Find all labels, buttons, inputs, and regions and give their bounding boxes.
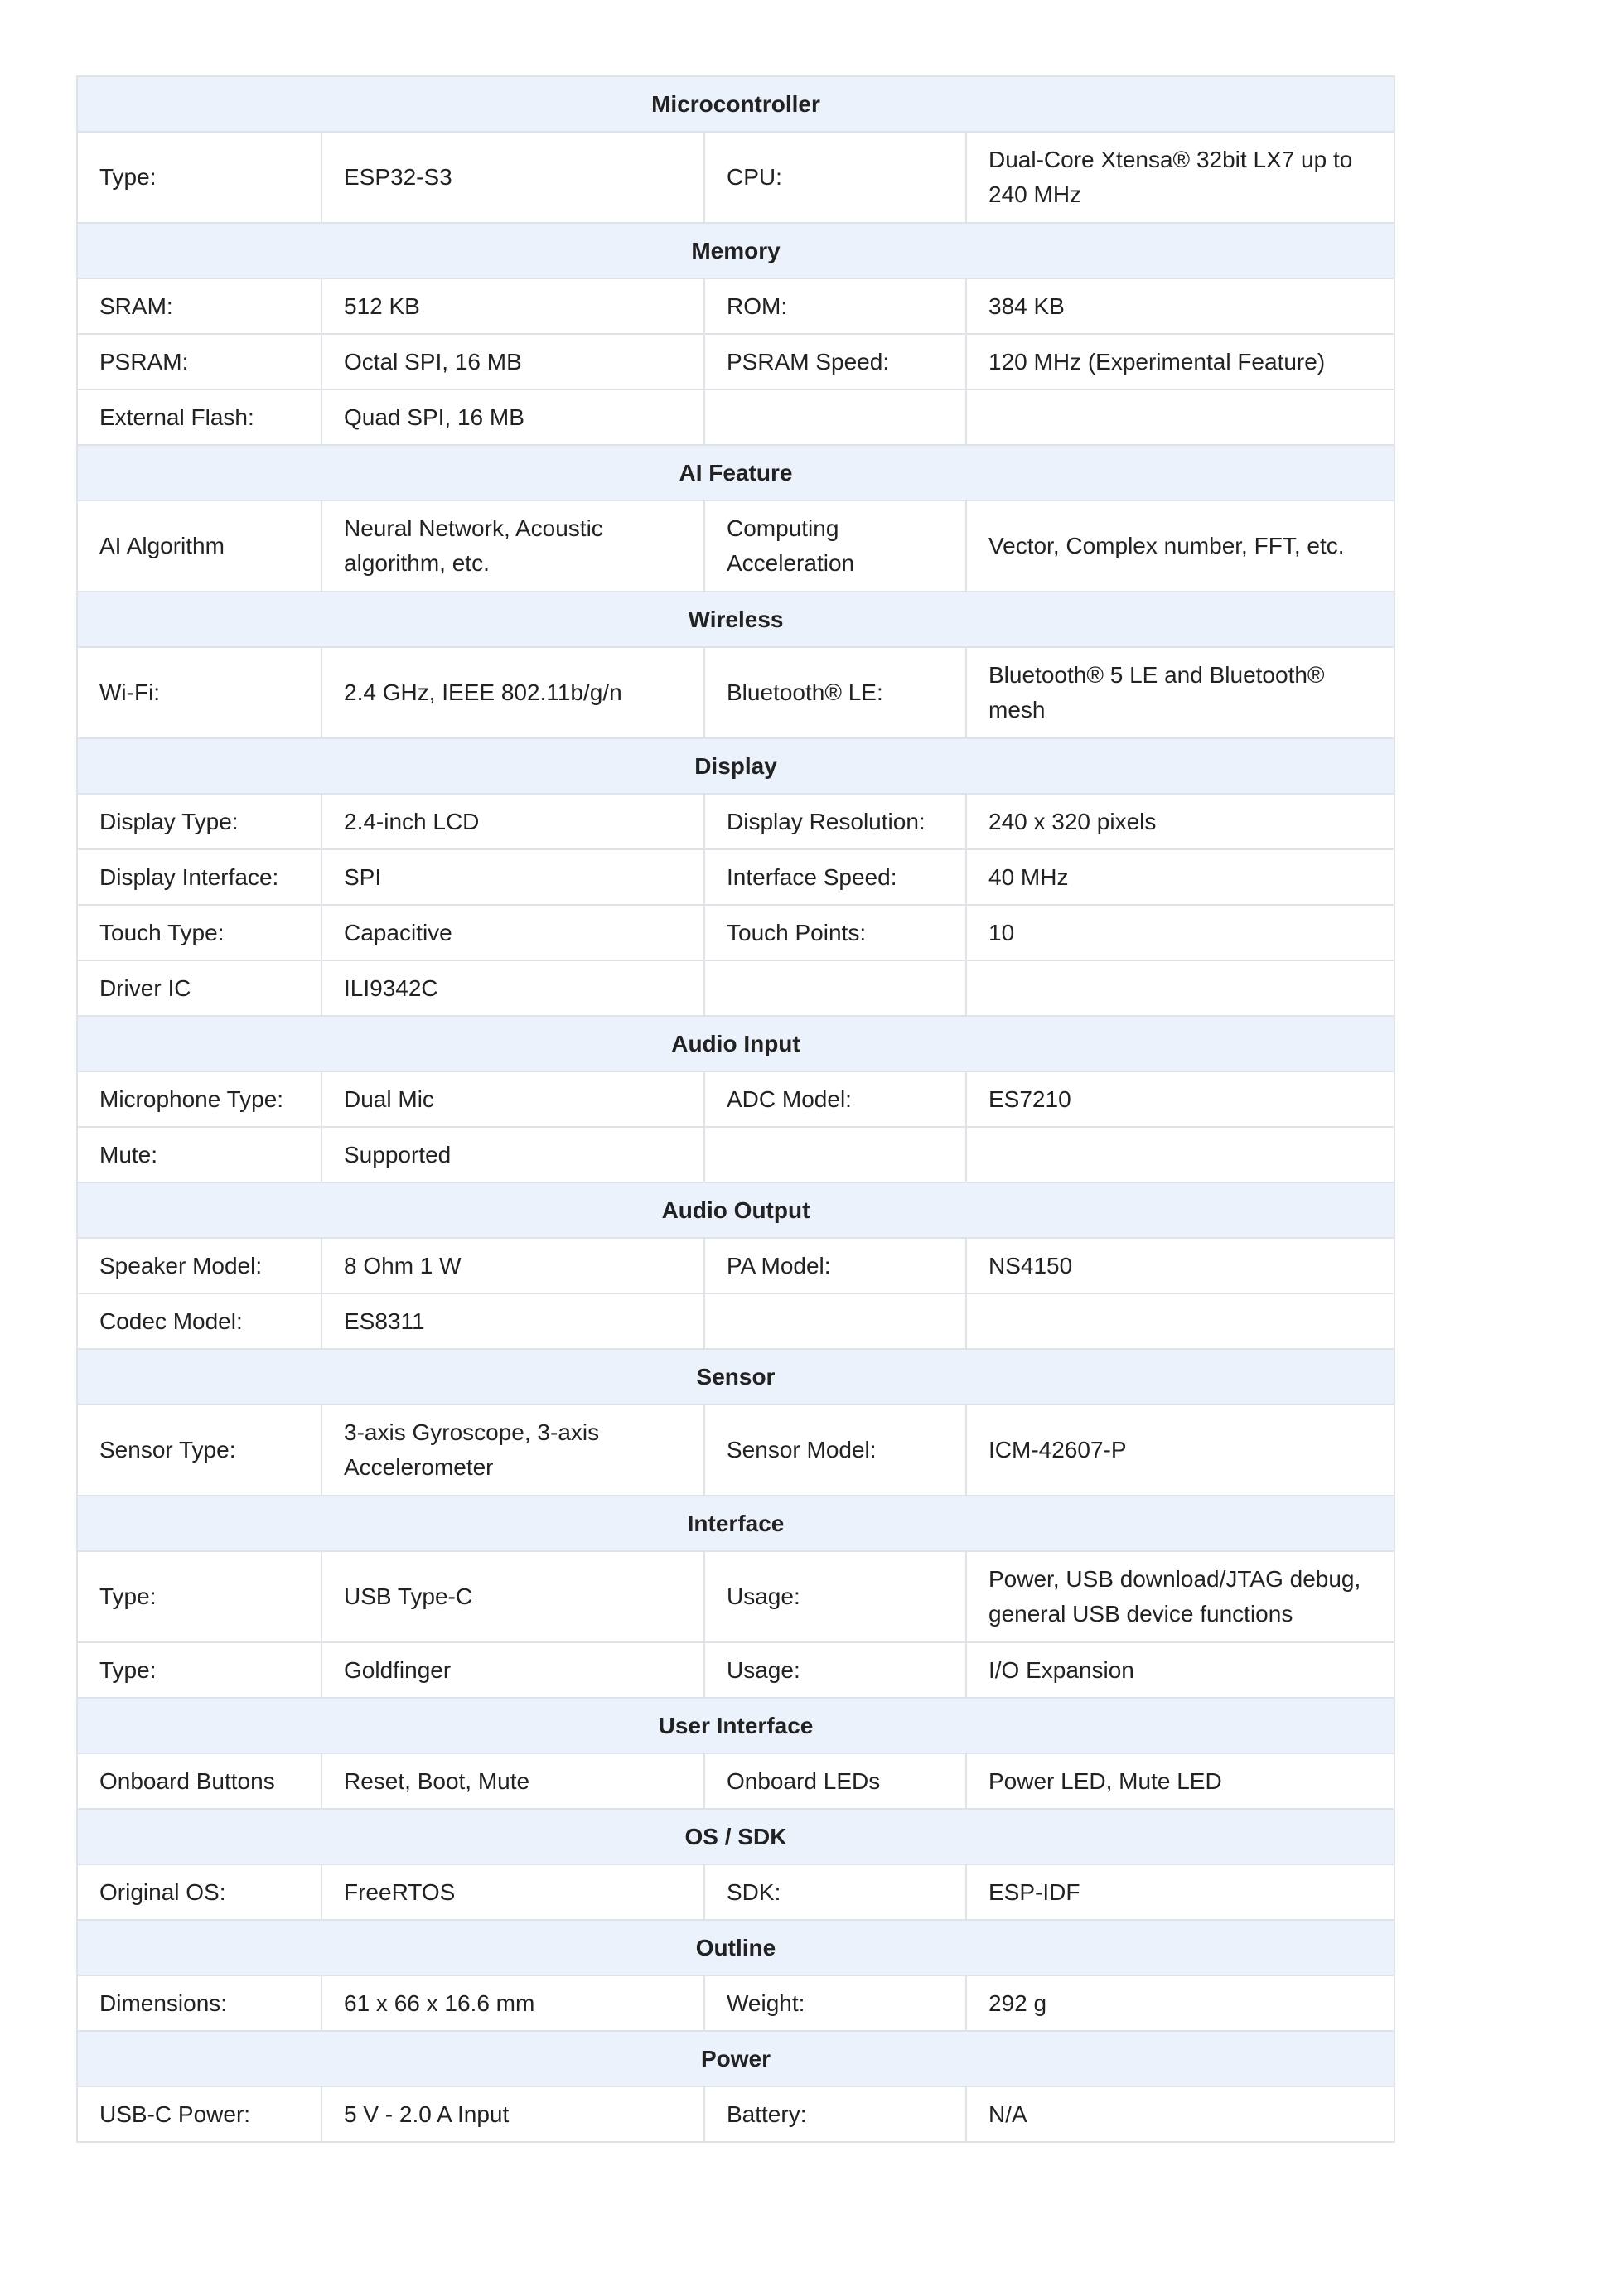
section-header-row xyxy=(77,1349,1394,1404)
spec-value: ES8311 xyxy=(321,1293,704,1349)
spec-label: AI Algorithm xyxy=(77,500,321,592)
spec-label: Display Type: xyxy=(77,794,321,849)
section-header-row xyxy=(77,738,1394,794)
section-title: Wireless xyxy=(77,592,1394,647)
spec-label xyxy=(704,960,966,1016)
spec-value: 2.4-inch LCD xyxy=(321,794,704,849)
spec-label: Mute: xyxy=(77,1127,321,1182)
spec-label: Sensor Model: xyxy=(704,1404,966,1496)
spec-value: ILI9342C xyxy=(321,960,704,1016)
spec-label: Display Interface: xyxy=(77,849,321,905)
spec-value: 384 KB xyxy=(966,278,1394,334)
spec-label: PSRAM: xyxy=(77,334,321,389)
spec-value: 8 Ohm 1 W xyxy=(321,1238,704,1293)
spec-row xyxy=(77,334,1394,389)
spec-label: Onboard LEDs xyxy=(704,1753,966,1809)
section-title: Power xyxy=(77,2031,1394,2086)
section-title: Audio Input xyxy=(77,1016,1394,1071)
spec-label: Weight: xyxy=(704,1975,966,2031)
spec-value: Octal SPI, 16 MB xyxy=(321,334,704,389)
spec-row xyxy=(77,1238,1394,1293)
spec-label: ADC Model: xyxy=(704,1071,966,1127)
spec-label: USB-C Power: xyxy=(77,2086,321,2142)
spec-value: FreeRTOS xyxy=(321,1864,704,1920)
spec-value: Bluetooth® 5 LE and Bluetooth® mesh xyxy=(966,647,1394,738)
spec-value: 61 x 66 x 16.6 mm xyxy=(321,1975,704,2031)
spec-label: Usage: xyxy=(704,1551,966,1642)
spec-row xyxy=(77,1642,1394,1698)
spec-label xyxy=(704,1127,966,1182)
spec-label xyxy=(704,389,966,445)
spec-table xyxy=(76,75,1395,2143)
section-header-row xyxy=(77,76,1394,132)
spec-label: PSRAM Speed: xyxy=(704,334,966,389)
spec-row xyxy=(77,1975,1394,2031)
spec-value: 10 xyxy=(966,905,1394,960)
spec-label: Type: xyxy=(77,132,321,223)
spec-value: Neural Network, Acoustic algorithm, etc. xyxy=(321,500,704,592)
spec-value: Power LED, Mute LED xyxy=(966,1753,1394,1809)
spec-row xyxy=(77,500,1394,592)
spec-label: Display Resolution: xyxy=(704,794,966,849)
spec-value xyxy=(966,1127,1394,1182)
spec-value: 3-axis Gyroscope, 3-axis Accelerometer xyxy=(321,1404,704,1496)
section-header-row xyxy=(77,1920,1394,1975)
section-title: User Interface xyxy=(77,1698,1394,1753)
spec-value: 240 x 320 pixels xyxy=(966,794,1394,849)
spec-label: Microphone Type: xyxy=(77,1071,321,1127)
spec-row xyxy=(77,1071,1394,1127)
spec-label: ROM: xyxy=(704,278,966,334)
spec-value xyxy=(966,1293,1394,1349)
section-title: Outline xyxy=(77,1920,1394,1975)
spec-row xyxy=(77,1753,1394,1809)
spec-label: Bluetooth® LE: xyxy=(704,647,966,738)
section-header-row xyxy=(77,2031,1394,2086)
section-title: Interface xyxy=(77,1496,1394,1551)
spec-label: Driver IC xyxy=(77,960,321,1016)
spec-value: Goldfinger xyxy=(321,1642,704,1698)
spec-row xyxy=(77,132,1394,223)
spec-value: 2.4 GHz, IEEE 802.11b/g/n xyxy=(321,647,704,738)
spec-label: Type: xyxy=(77,1551,321,1642)
section-title: Audio Output xyxy=(77,1182,1394,1238)
spec-row xyxy=(77,1404,1394,1496)
section-title: OS / SDK xyxy=(77,1809,1394,1864)
spec-row xyxy=(77,389,1394,445)
spec-value: Capacitive xyxy=(321,905,704,960)
spec-label: Speaker Model: xyxy=(77,1238,321,1293)
spec-value: I/O Expansion xyxy=(966,1642,1394,1698)
spec-row xyxy=(77,1127,1394,1182)
spec-label: Sensor Type: xyxy=(77,1404,321,1496)
spec-label: CPU: xyxy=(704,132,966,223)
spec-label: Battery: xyxy=(704,2086,966,2142)
spec-value: Reset, Boot, Mute xyxy=(321,1753,704,1809)
spec-value: Vector, Complex number, FFT, etc. xyxy=(966,500,1394,592)
spec-row xyxy=(77,647,1394,738)
section-header-row xyxy=(77,1182,1394,1238)
section-header-row xyxy=(77,1698,1394,1753)
spec-label: SDK: xyxy=(704,1864,966,1920)
spec-label: Touch Type: xyxy=(77,905,321,960)
spec-label: External Flash: xyxy=(77,389,321,445)
spec-row xyxy=(77,960,1394,1016)
section-title: AI Feature xyxy=(77,445,1394,500)
spec-value: ICM-42607-P xyxy=(966,1404,1394,1496)
section-header-row xyxy=(77,592,1394,647)
spec-row xyxy=(77,278,1394,334)
spec-value: 5 V - 2.0 A Input xyxy=(321,2086,704,2142)
spec-value: ESP32-S3 xyxy=(321,132,704,223)
spec-value: 292 g xyxy=(966,1975,1394,2031)
spec-value: Supported xyxy=(321,1127,704,1182)
spec-value: USB Type-C xyxy=(321,1551,704,1642)
section-header-row xyxy=(77,1809,1394,1864)
spec-value: Power, USB download/JTAG debug, general USB device functions xyxy=(966,1551,1394,1642)
spec-label: Dimensions: xyxy=(77,1975,321,2031)
spec-label: Wi-Fi: xyxy=(77,647,321,738)
spec-label: PA Model: xyxy=(704,1238,966,1293)
spec-value: Dual Mic xyxy=(321,1071,704,1127)
spec-row xyxy=(77,905,1394,960)
spec-label: Usage: xyxy=(704,1642,966,1698)
spec-value: ESP-IDF xyxy=(966,1864,1394,1920)
spec-label: Codec Model: xyxy=(77,1293,321,1349)
section-header-row xyxy=(77,223,1394,278)
section-header-row xyxy=(77,1016,1394,1071)
spec-row xyxy=(77,1293,1394,1349)
spec-label: Original OS: xyxy=(77,1864,321,1920)
spec-label: Onboard Buttons xyxy=(77,1753,321,1809)
section-title: Microcontroller xyxy=(77,76,1394,132)
spec-row xyxy=(77,2086,1394,2142)
spec-value xyxy=(966,389,1394,445)
section-title: Sensor xyxy=(77,1349,1394,1404)
spec-row xyxy=(77,1551,1394,1642)
section-header-row xyxy=(77,1496,1394,1551)
spec-value: Dual-Core Xtensa® 32bit LX7 up to 240 MHz xyxy=(966,132,1394,223)
spec-label: Touch Points: xyxy=(704,905,966,960)
spec-table-body xyxy=(77,76,1394,2142)
section-header-row xyxy=(77,445,1394,500)
spec-value: 512 KB xyxy=(321,278,704,334)
spec-value: ES7210 xyxy=(966,1071,1394,1127)
spec-value: 40 MHz xyxy=(966,849,1394,905)
section-title: Display xyxy=(77,738,1394,794)
spec-label: Type: xyxy=(77,1642,321,1698)
spec-label xyxy=(704,1293,966,1349)
spec-value xyxy=(966,960,1394,1016)
spec-label: Interface Speed: xyxy=(704,849,966,905)
spec-row xyxy=(77,849,1394,905)
spec-label: SRAM: xyxy=(77,278,321,334)
spec-row xyxy=(77,794,1394,849)
spec-row xyxy=(77,1864,1394,1920)
spec-label: Computing Acceleration xyxy=(704,500,966,592)
spec-value: NS4150 xyxy=(966,1238,1394,1293)
section-title: Memory xyxy=(77,223,1394,278)
spec-value: 120 MHz (Experimental Feature) xyxy=(966,334,1394,389)
spec-value: SPI xyxy=(321,849,704,905)
spec-value: Quad SPI, 16 MB xyxy=(321,389,704,445)
spec-value: N/A xyxy=(966,2086,1394,2142)
